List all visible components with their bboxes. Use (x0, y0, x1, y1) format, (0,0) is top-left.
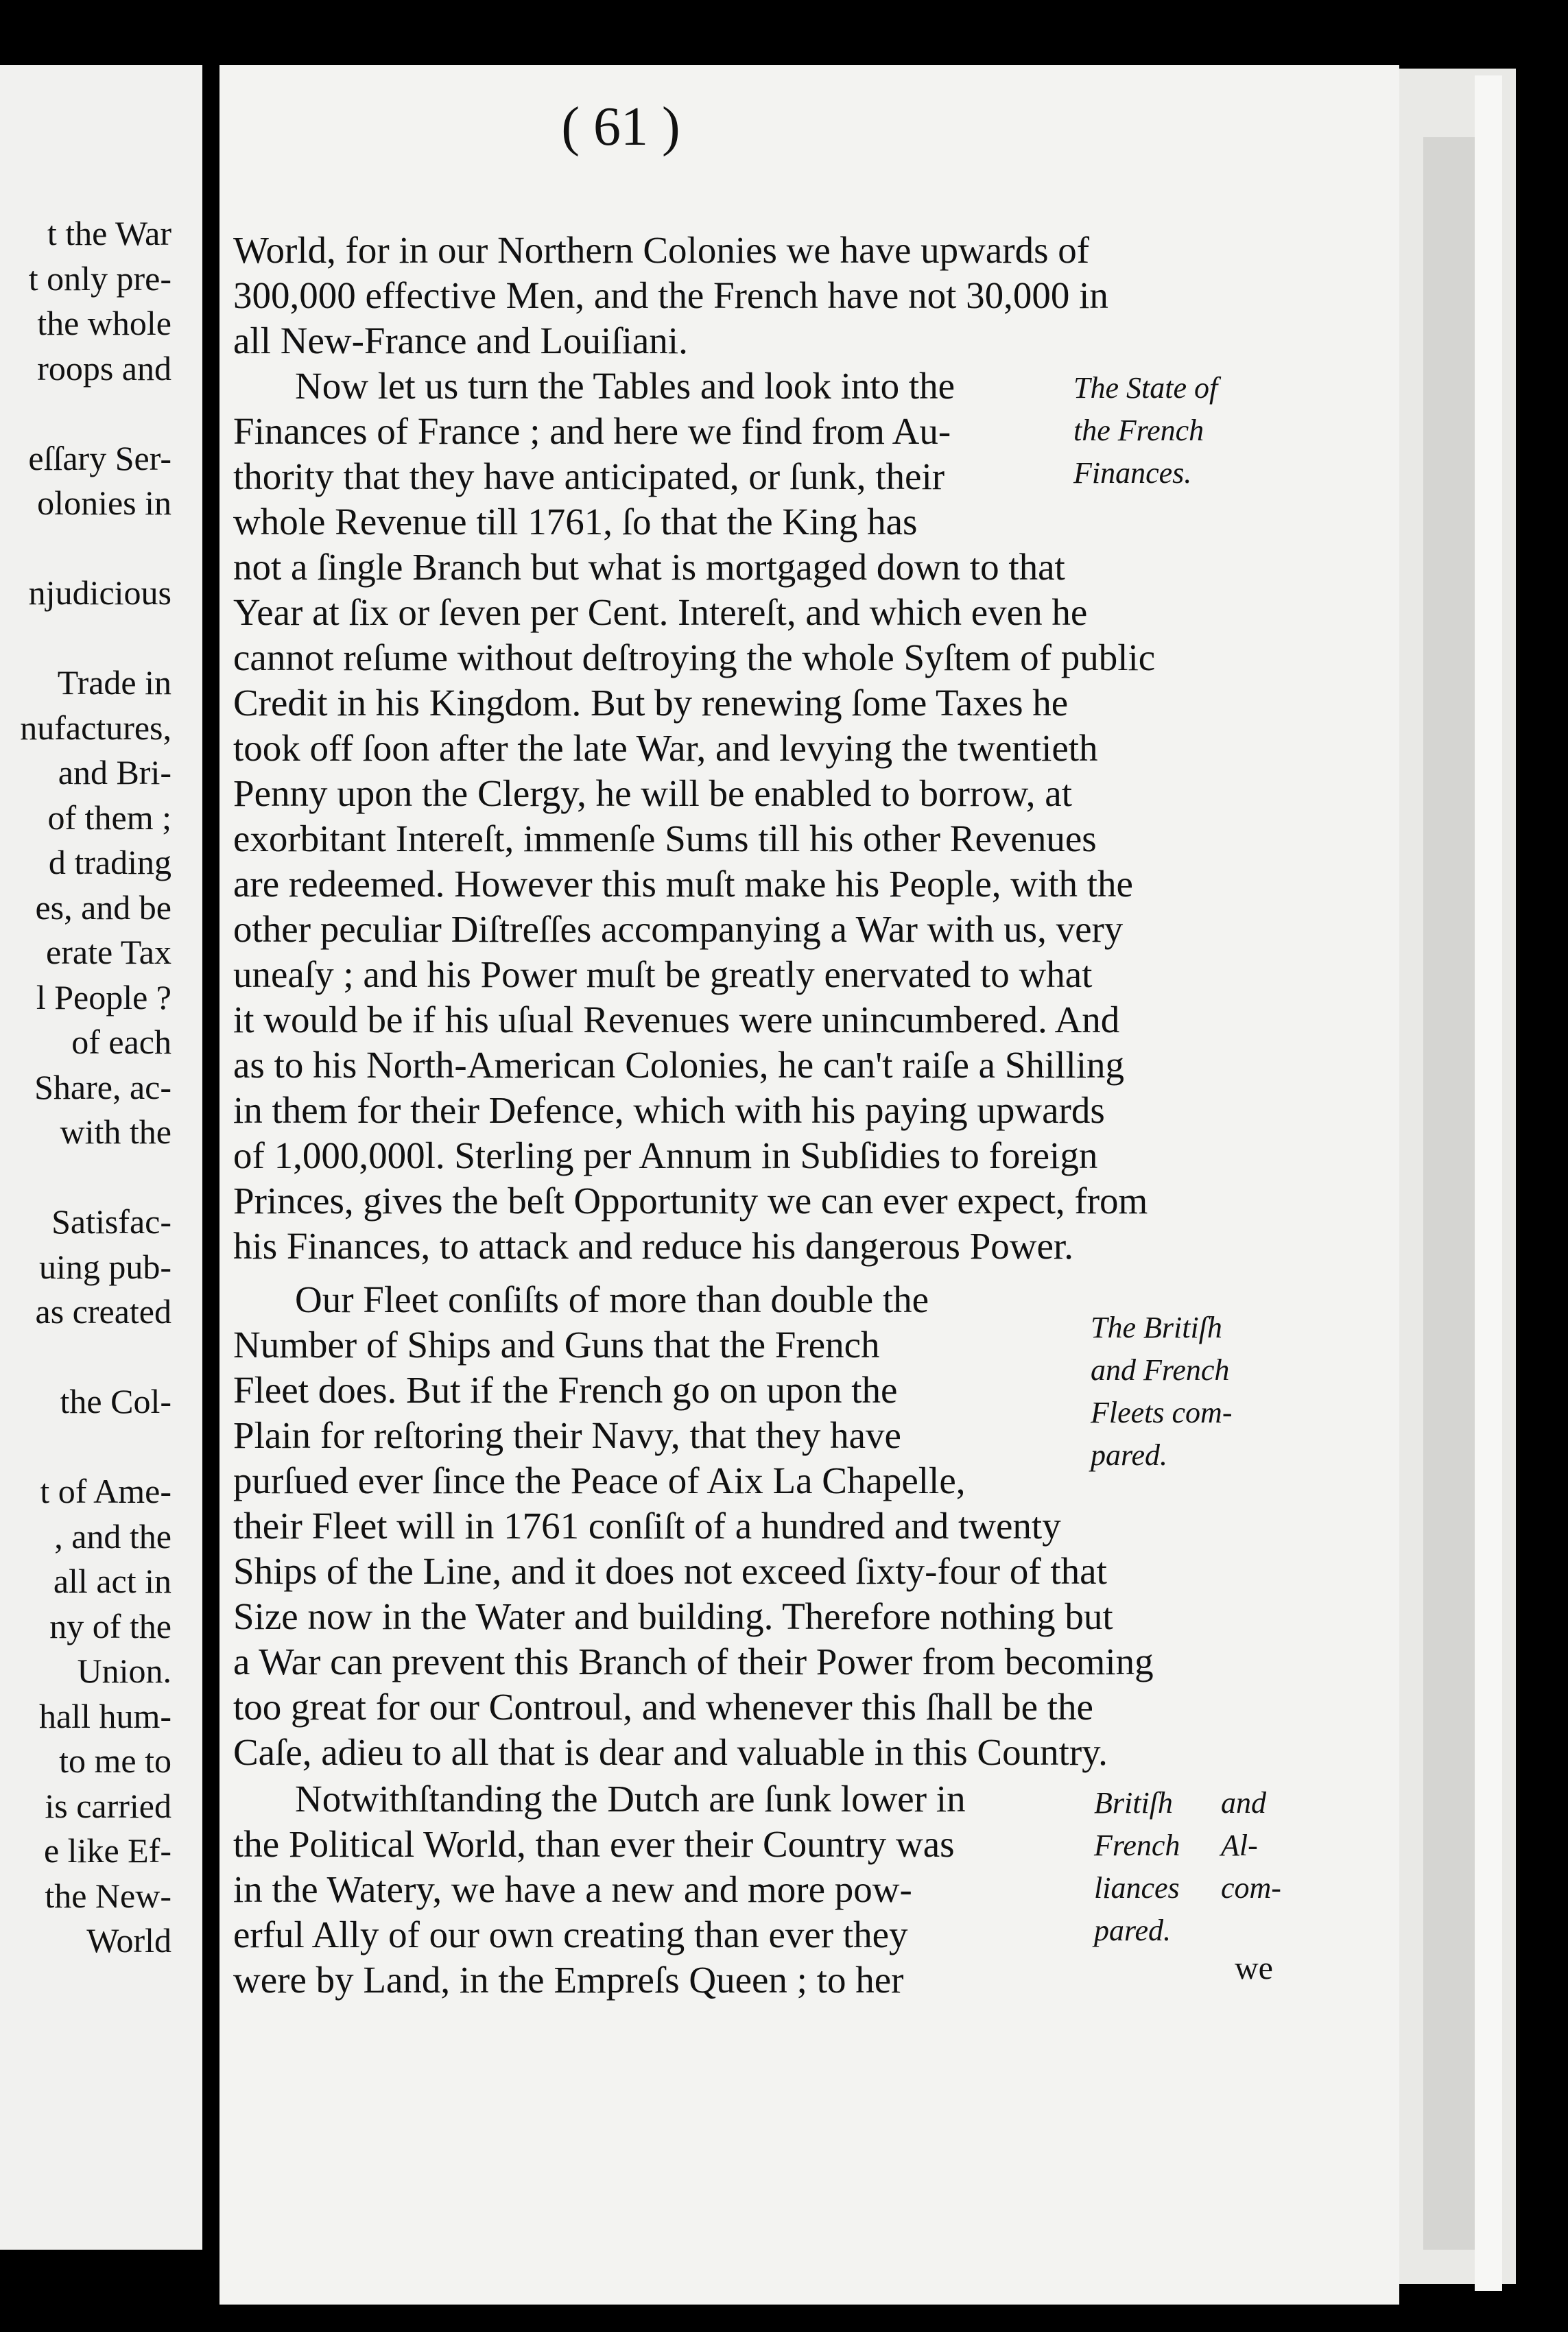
text-line: cannot reſume without deſtroying the whole Syſtem of public (233, 636, 1156, 678)
facing-page-fragment: and Bri- (58, 753, 171, 792)
text-line: Penny upon the Clergy, he will be enabled to borrow, at (233, 772, 1072, 814)
facing-page-fragment: olonies in (37, 484, 171, 522)
facing-page-fragment: njudicious (28, 573, 171, 612)
text-line: took off ſoon after the late War, and levying the twentieth (233, 727, 1098, 769)
paragraph-colonies (233, 228, 1255, 364)
margin-note-line: pared. (1094, 1914, 1172, 1947)
page-edge-strip (1475, 75, 1502, 2291)
text-line: erful Ally of our own creating than ever they (233, 1914, 908, 1955)
text-line: Credit in his Kingdom. But by renewing ſome Taxes he (233, 682, 1069, 724)
margin-note-fleets-compared (1091, 1307, 1232, 1477)
page-number: ( 61 ) (561, 97, 680, 157)
text-line: Fleet does. But if the French go on upon the (233, 1369, 898, 1411)
facing-page-fragment: Satisfac- (51, 1202, 171, 1241)
text-line: their Fleet will in 1761 conſiſt of a hundred and twenty (233, 1505, 1061, 1547)
facing-page-fragment: t the War (47, 214, 171, 252)
paragraph-alliances (233, 1776, 1118, 2003)
text-line: all New-France and Louiſiani. (233, 320, 688, 361)
facing-page-fragment: es, and be (35, 888, 171, 927)
margin-note-line: Finances. (1073, 456, 1192, 490)
text-line: are redeemed. However this muſt make his People, with the (233, 863, 1133, 905)
text-line: Year at ſix or ſeven per Cent. Intereſt, and which even he (233, 591, 1088, 633)
text-line: Caſe, adieu to all that is dear and valuable in this Country. (233, 1731, 1108, 1773)
text-line: in them for their Defence, which with his paying upwards (233, 1089, 1105, 1131)
text-line: purſued ever ſince the Peace of Aix La Chapelle, (233, 1460, 966, 1501)
text-line: it would be if his uſual Revenues were unincumbered. And (233, 999, 1120, 1040)
facing-page-fragment: l People ? (36, 977, 171, 1016)
text-line: were by Land, in the Empreſs Queen ; to her (233, 1959, 904, 2001)
facing-page-fragment: hall hum- (38, 1696, 171, 1735)
text-line: Notwithſtanding the Dutch are ſunk lower in (295, 1778, 966, 1820)
margin-note-line: The Britiſh (1091, 1311, 1222, 1344)
facing-page-fragment: Union. (77, 1652, 171, 1690)
facing-page-fragment: the New- (45, 1876, 171, 1915)
margin-note-alliances-right (1221, 1782, 1281, 1909)
margin-note-line: Fleets com- (1091, 1396, 1233, 1429)
facing-page-fragment: t of Ame- (40, 1472, 171, 1510)
facing-page-fragment: is carried (45, 1786, 171, 1825)
text-line: exorbitant Intereſt, immenſe Sums till his other Revenues (233, 818, 1097, 859)
facing-page-fragment: Trade in (57, 663, 171, 702)
facing-page-fragment: World (86, 1921, 171, 1960)
text-line: in the Watery, we have a new and more pow- (233, 1868, 912, 1910)
facing-page-fragment: d trading (48, 843, 171, 881)
facing-page-fragment: t only pre- (28, 259, 171, 298)
facing-page-fragment: ny of the (49, 1606, 171, 1645)
facing-page-fragment: e like Ef- (43, 1831, 171, 1870)
text-line: 300,000 effective Men, and the French have not 30,000 in (233, 274, 1108, 316)
catchword: we (1235, 1950, 1273, 1986)
margin-note-line: com- (1221, 1871, 1281, 1905)
text-line: of 1,000,000l. Sterling per Annum in Subſidies to foreign (233, 1134, 1098, 1176)
facing-page-fragment: with the (60, 1113, 171, 1151)
facing-page-fragment: all act in (53, 1562, 171, 1600)
facing-page-fragment: uing pub- (38, 1247, 171, 1286)
margin-note-line: Al- (1221, 1829, 1258, 1862)
text-line: his Finances, to attack and reduce his dangerous Power. (233, 1225, 1073, 1267)
paragraph-french-finances (233, 364, 1262, 1269)
text-line: Now let us turn the Tables and look into the (295, 365, 955, 407)
text-line: Plain for reſtoring their Navy, that they have (233, 1414, 901, 1456)
facing-page-fragment: the Col- (60, 1382, 171, 1420)
text-line: other peculiar Diſtreſſes accompanying a War with us, very (233, 908, 1124, 950)
text-line: World, for in our Northern Colonies we have upwards of (233, 229, 1090, 271)
text-line: a War can prevent this Branch of their Power from becoming (233, 1641, 1154, 1682)
text-line: thority that they have anticipated, or ſunk, their (233, 455, 945, 497)
text-line: too great for our Controul, and whenever this ſhall be the (233, 1686, 1093, 1728)
margin-note-line: The State of (1073, 371, 1218, 405)
margin-note-line: and French (1091, 1353, 1230, 1387)
text-line: Number of Ships and Guns that the French (233, 1324, 880, 1366)
margin-note-line: the French (1073, 414, 1204, 447)
margin-note-alliances-left (1094, 1782, 1180, 1952)
facing-page-fragment: , and the (54, 1516, 171, 1556)
text-line: the Political World, than ever their Country was (233, 1823, 955, 1865)
text-line: Ships of the Line, and it does not exceed ſixty-four of that (233, 1550, 1107, 1592)
facing-page-fragment: of them ; (47, 798, 171, 837)
facing-page-fragment: nufactures, (20, 708, 171, 747)
facing-page-fragment: eſſary Ser- (28, 438, 171, 477)
text-line: whole Revenue till 1761, ſo that the King has (233, 501, 918, 543)
margin-note-line: pared. (1091, 1438, 1168, 1472)
text-line: uneaſy ; and his Power muſt be greatly enervated to what (233, 953, 1093, 995)
margin-note-line: Britiſh (1094, 1786, 1173, 1820)
margin-note-line: liances (1094, 1871, 1180, 1905)
text-line: Our Fleet conſiſts of more than double the (295, 1278, 929, 1320)
text-line: not a ſingle Branch but what is mortgaged down to that (233, 546, 1065, 588)
text-line: Size now in the Water and building. Therefore nothing but (233, 1595, 1113, 1637)
margin-note-french-finances (1073, 367, 1217, 495)
text-line: Finances of France ; and here we find from Au- (233, 410, 951, 452)
facing-page-fragment: roops and (37, 348, 171, 388)
facing-page-fragment: as created (35, 1292, 171, 1331)
margin-note-line: French (1094, 1829, 1180, 1862)
facing-page-fragment: of each (71, 1023, 171, 1061)
text-line: Princes, gives the beſt Opportunity we can ever expect, from (233, 1180, 1148, 1222)
facing-page-fragment: erate Tax (46, 933, 171, 971)
text-line: as to his North-American Colonies, he can't raiſe a Shilling (233, 1044, 1125, 1086)
facing-page-fragment: Share, ac- (34, 1067, 171, 1106)
margin-note-line: and (1221, 1786, 1266, 1820)
facing-page-fragment: to me to (59, 1741, 171, 1780)
facing-page-fragment: the whole (37, 304, 171, 342)
